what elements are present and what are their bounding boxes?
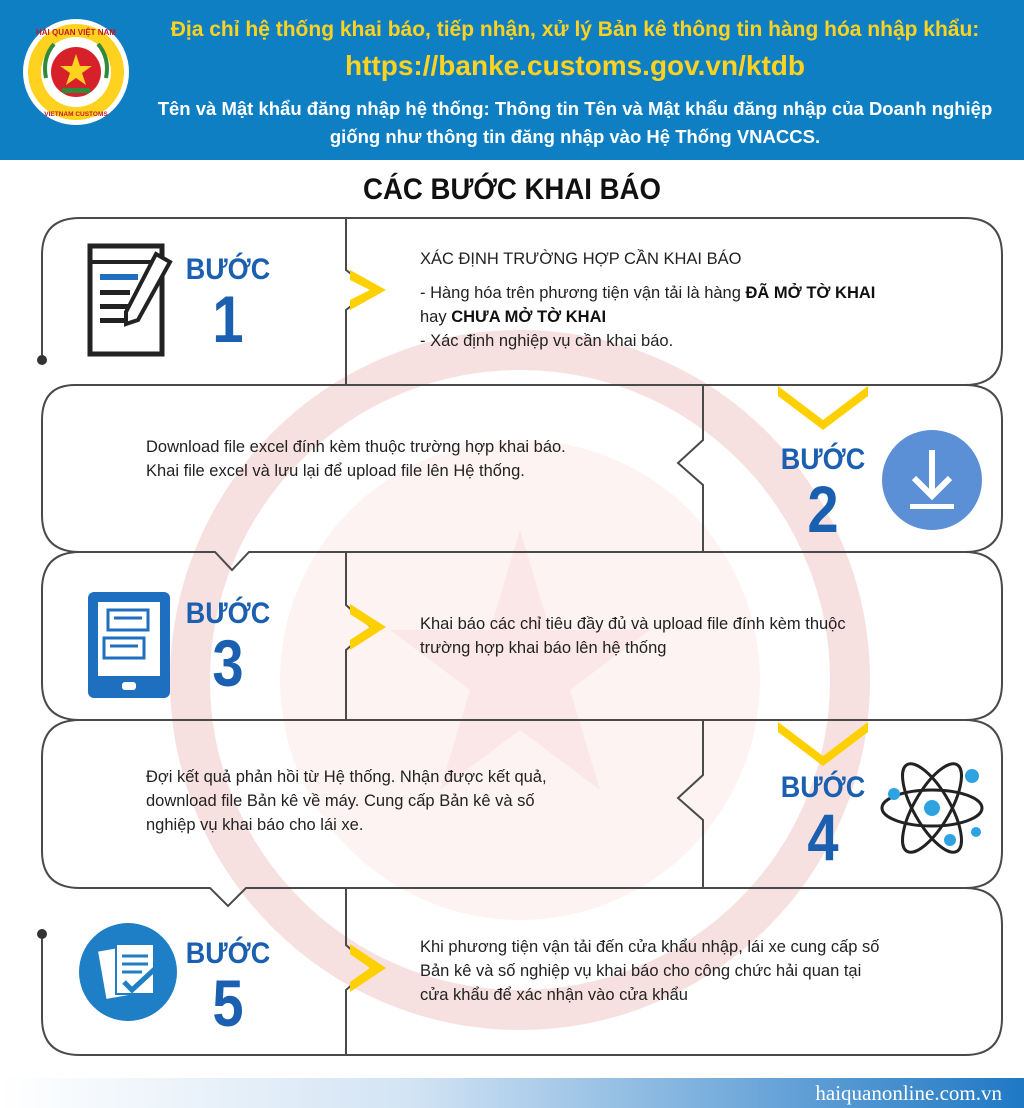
step1-number: 1 bbox=[212, 282, 244, 356]
step2-line2: Khai file excel và lưu lại để upload file lên Hệ thống. bbox=[146, 462, 525, 480]
step4-number: 4 bbox=[807, 800, 839, 874]
logo-text-top: HẢI QUAN VIỆT NAM bbox=[36, 28, 116, 37]
step3-number: 3 bbox=[212, 626, 244, 700]
step3-line1: Khai báo các chỉ tiêu đầy đủ và upload file đính kèm thuộc bbox=[420, 615, 846, 633]
step4-text bbox=[146, 765, 686, 837]
step5-line2: Bản kê và số nghiệp vụ khai báo cho công chức hải quan tại bbox=[420, 962, 862, 980]
header-url-link[interactable]: https://banke.customs.gov.vn/ktdb bbox=[345, 50, 805, 81]
step1-label: BƯỚC bbox=[185, 253, 271, 286]
step1-line1-bold: ĐÃ MỞ TỜ KHAI bbox=[745, 284, 876, 302]
tablet-form-icon bbox=[86, 590, 172, 700]
step4-line3: nghiệp vụ khai báo cho lái xe. bbox=[146, 816, 364, 834]
step1-line2-bold: CHƯA MỞ TỜ KHAI bbox=[451, 308, 607, 326]
step4-line2: download file Bản kê về máy. Cung cấp Bản kê và số bbox=[146, 792, 535, 810]
chevron-step1 bbox=[350, 270, 386, 310]
step5-start-dot bbox=[37, 929, 47, 939]
step1-line3: - Xác định nghiệp vụ cần khai báo. bbox=[420, 332, 674, 350]
chevron-step2 bbox=[778, 386, 868, 430]
step5-line1: Khi phương tiện vận tải đến cửa khẩu nhập, lái xe cung cấp số bbox=[420, 938, 880, 956]
step2-label: BƯỚC bbox=[780, 443, 866, 476]
step4-line1: Đợi kết quả phản hồi từ Hệ thống. Nhận được kết quả, bbox=[146, 768, 547, 786]
step1-start-dot bbox=[37, 355, 47, 365]
page-title: CÁC BƯỚC KHAI BÁO bbox=[363, 173, 661, 206]
step4-label: BƯỚC bbox=[780, 771, 866, 804]
download-icon bbox=[880, 428, 984, 532]
step5-line3: cửa khẩu để xác nhận vào cửa khẩu bbox=[420, 986, 688, 1004]
step1-text bbox=[420, 247, 990, 353]
step3-label: BƯỚC bbox=[185, 597, 271, 630]
step2-text bbox=[146, 435, 686, 483]
step5-label: BƯỚC bbox=[185, 937, 271, 970]
document-edit-icon bbox=[86, 240, 176, 358]
step1-heading: XÁC ĐỊNH TRƯỜNG HỢP CẦN KHAI BÁO bbox=[420, 250, 742, 268]
logo-text-bottom: VIETNAM CUSTOMS bbox=[44, 111, 108, 118]
step2-line1: Download file excel đính kèm thuộc trường hợp khai báo. bbox=[146, 438, 566, 456]
step3-line2: trường hợp khai báo lên hệ thống bbox=[420, 639, 667, 657]
header-login-line2: giống như thông tin đăng nhập vào Hệ Thống VNACCS. bbox=[329, 126, 821, 147]
chevron-step5 bbox=[350, 944, 386, 992]
header-login-line1: Tên và Mật khẩu đăng nhập hệ thống: Thông tin Tên và Mật khẩu đăng nhập của Doanh nghiệp bbox=[157, 98, 993, 119]
step2-number: 2 bbox=[807, 472, 839, 546]
step5-text bbox=[420, 935, 990, 1007]
checklist-icon bbox=[78, 922, 178, 1022]
chevron-step4 bbox=[778, 722, 868, 766]
footer-bar bbox=[0, 1078, 1024, 1108]
step3-text bbox=[420, 612, 990, 660]
step1-line1: - Hàng hóa trên phương tiện vận tải là hàng bbox=[420, 284, 746, 302]
step5-number: 5 bbox=[212, 966, 244, 1040]
chevron-step3 bbox=[350, 604, 386, 650]
footer-site-link[interactable]: haiquanonline.com.vn bbox=[815, 1081, 1002, 1105]
step1-line2: hay bbox=[420, 308, 452, 326]
atom-icon bbox=[876, 758, 988, 858]
header-address-label: Địa chỉ hệ thống khai báo, tiếp nhận, xử lý Bản kê thông tin hàng hóa nhập khẩu: bbox=[170, 18, 980, 41]
